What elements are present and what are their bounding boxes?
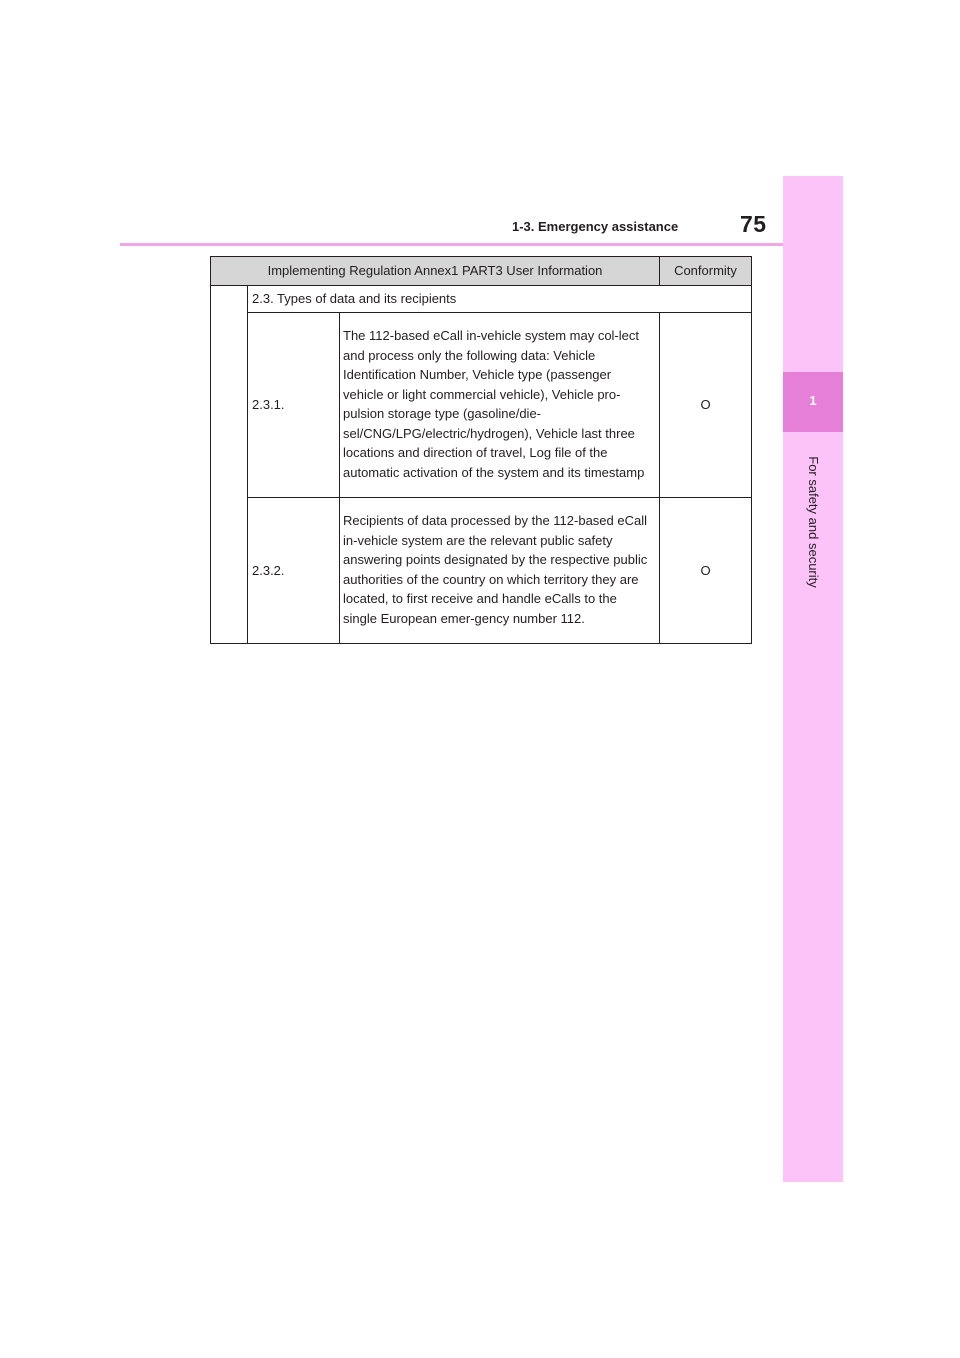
item-number: 2.3.1. <box>248 313 340 498</box>
item-text: Recipients of data processed by the 112-based eCall in-vehicle system are the relevant public safety answering points designated by the respective public authorities of the country on which territory they are located, to first receive and handle eCalls to the single European emer-gency number 112. <box>340 498 660 644</box>
indent-cell <box>211 286 248 644</box>
column-header-conformity: Conformity <box>660 257 752 286</box>
table-subheading-row <box>211 286 752 313</box>
header-rule <box>120 243 783 246</box>
item-number: 2.3.2. <box>248 498 340 644</box>
user-information-table <box>210 256 752 644</box>
table-header-row <box>211 257 752 286</box>
table-row <box>211 498 752 644</box>
side-tab <box>783 176 843 1182</box>
table-subheading: 2.3. Types of data and its recipients <box>248 286 752 313</box>
item-conformity: O <box>660 498 752 644</box>
section-title: 1-3. Emergency assistance <box>512 219 679 234</box>
chapter-number: 1 <box>809 393 817 408</box>
item-conformity: O <box>660 313 752 498</box>
column-header-user-information: Implementing Regulation Annex1 PART3 User Information <box>211 257 660 286</box>
table-row <box>211 313 752 498</box>
chapter-title: For safety and security <box>806 456 821 588</box>
page-number: 75 <box>740 211 767 237</box>
item-text: The 112-based eCall in-vehicle system may col-lect and process only the following data: Vehicle Identification Number, Vehicle type (passenger vehicle or light commercial vehicle), Vehicle pro-pulsion storage type (gasoline/die-sel/CNG/LPG/electric/hydrogen), Vehicle last three locations and direction of travel, Log file of the automatic activation of the system and its timestamp <box>340 313 660 498</box>
